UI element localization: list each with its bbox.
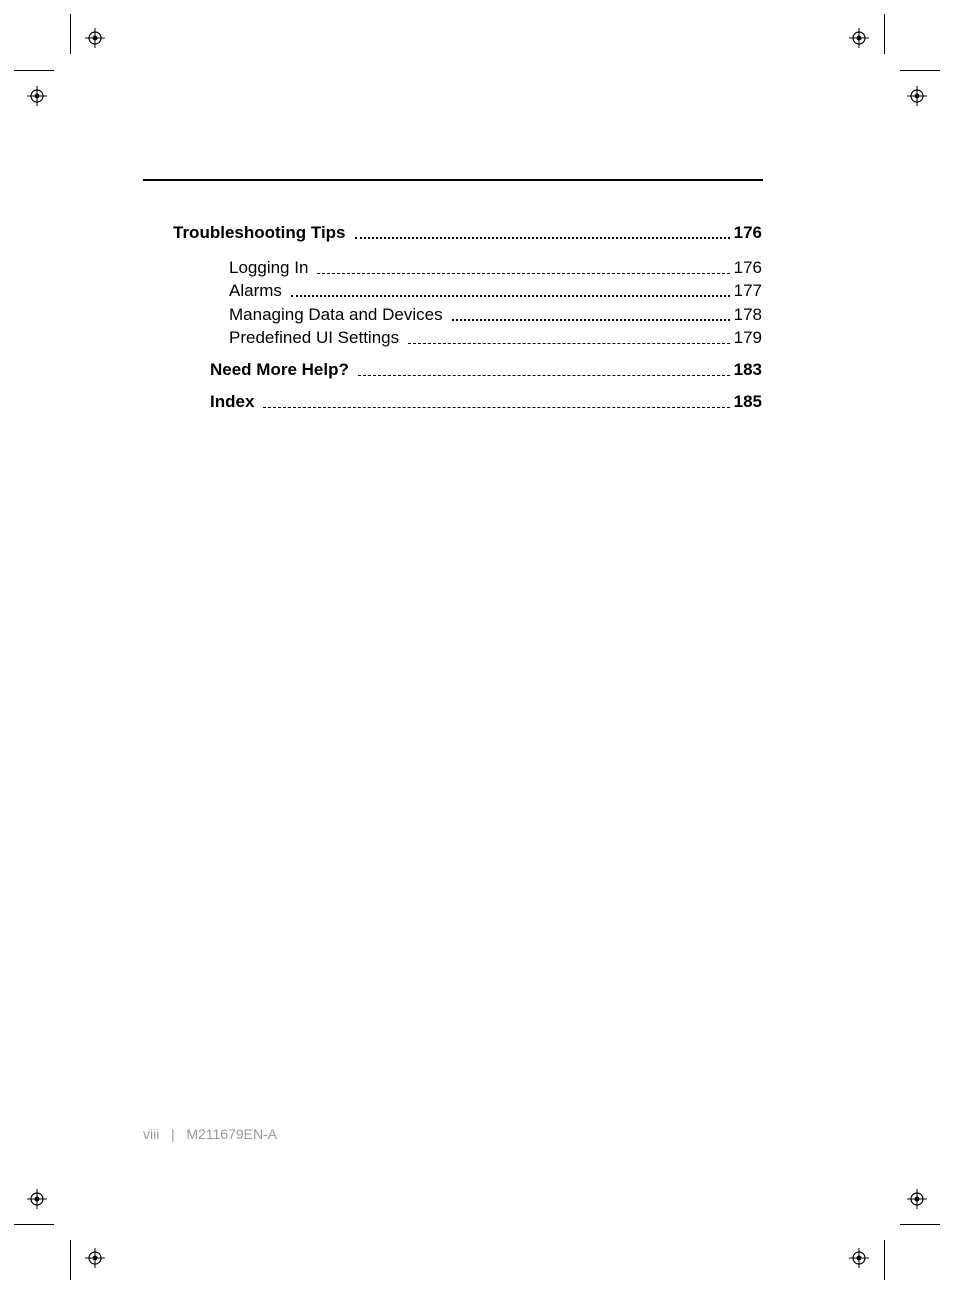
crop-mark (884, 1240, 885, 1280)
toc-dot-leader (408, 343, 730, 344)
toc-entry-label: Logging In (229, 258, 309, 277)
toc-page-number: 176 (733, 223, 762, 242)
toc-entry-label: Managing Data and Devices (229, 305, 443, 324)
toc-page-number: 185 (733, 392, 762, 411)
crop-mark (900, 1224, 940, 1225)
toc-entry-predefined-ui-settings[interactable] (229, 328, 762, 348)
crop-mark (70, 1240, 71, 1280)
toc-entry-label: Predefined UI Settings (229, 328, 400, 347)
crop-mark (884, 14, 885, 54)
registration-mark-icon (27, 1189, 47, 1209)
crop-mark (900, 70, 940, 71)
footer-separator: | (171, 1126, 175, 1142)
toc-dot-leader (317, 273, 729, 274)
toc-entry-logging-in[interactable] (229, 258, 762, 278)
toc-page-number: 177 (733, 281, 762, 300)
footer-page-number: viii (143, 1126, 160, 1142)
toc-dot-leader (452, 319, 730, 321)
toc-entry-label: Index (210, 392, 255, 411)
toc-entry-index[interactable] (210, 392, 762, 412)
toc-page-number: 178 (733, 305, 762, 324)
toc-entry-need-more-help[interactable] (210, 360, 762, 380)
toc-entry-alarms[interactable] (229, 281, 762, 301)
footer-document-id: M211679EN-A (186, 1126, 278, 1142)
toc-page-number: 176 (733, 258, 762, 277)
registration-mark-icon (849, 1248, 869, 1268)
registration-mark-icon (907, 86, 927, 106)
toc-dot-leader (263, 407, 729, 408)
toc-page-number: 179 (733, 328, 762, 347)
toc-entry-troubleshooting-tips[interactable] (173, 223, 762, 243)
registration-mark-icon (27, 86, 47, 106)
toc-page-number: 183 (733, 360, 762, 379)
registration-mark-icon (907, 1189, 927, 1209)
toc-dot-leader (291, 295, 730, 297)
registration-mark-icon (849, 28, 869, 48)
toc-entry-label: Alarms (229, 281, 282, 300)
page-footer (143, 1126, 277, 1142)
toc-dot-leader (358, 375, 730, 376)
header-rule (143, 179, 763, 181)
toc-entry-label: Troubleshooting Tips (173, 223, 346, 242)
registration-mark-icon (85, 28, 105, 48)
toc-dot-leader (355, 237, 730, 239)
crop-mark (14, 70, 54, 71)
crop-mark (70, 14, 71, 54)
toc-entry-managing-data-and-devices[interactable] (229, 305, 762, 325)
toc-entry-label: Need More Help? (210, 360, 349, 379)
crop-mark (14, 1224, 54, 1225)
registration-mark-icon (85, 1248, 105, 1268)
